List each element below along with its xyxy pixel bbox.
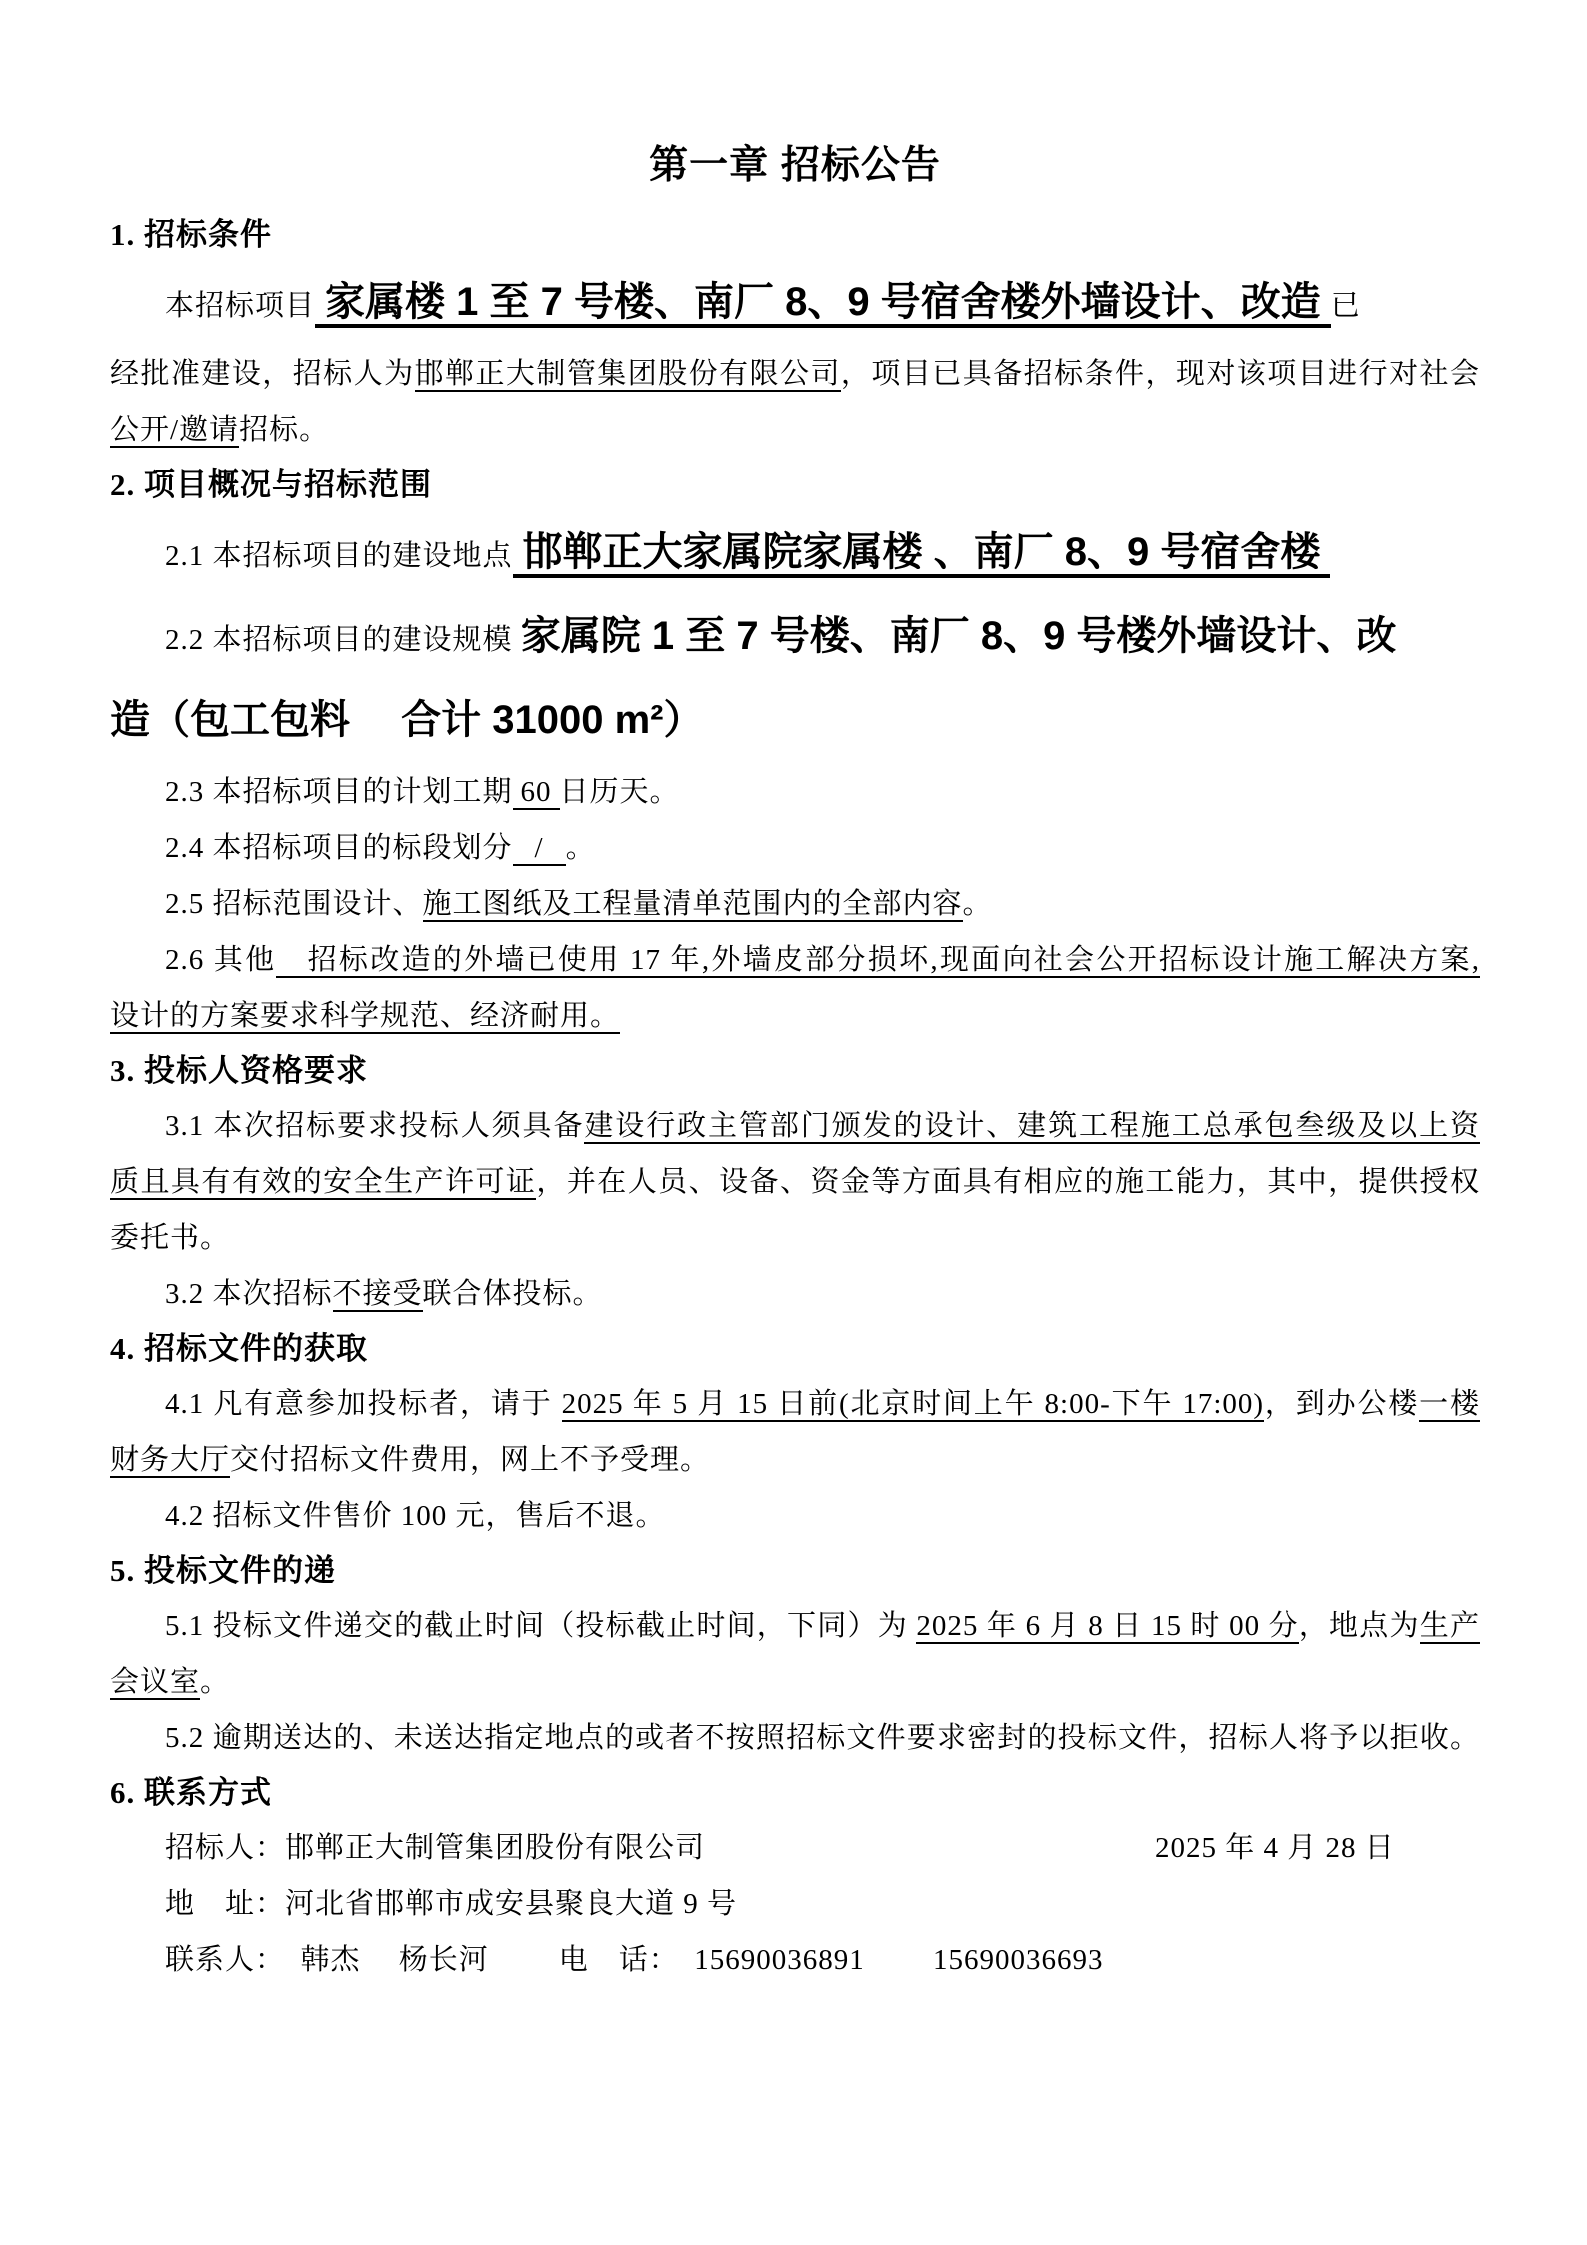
address-value: 河北省邯郸市成安县聚良大道 9 号 xyxy=(285,1888,738,1920)
obtain-place-2: 财务大厅 xyxy=(110,1444,231,1476)
section-6-heading: 6. 联系方式 xyxy=(110,1775,272,1810)
construction-site-line xyxy=(110,512,1480,596)
planned-duration-label: 2.3 本招标项目的计划工期 xyxy=(165,776,513,808)
other-info-line-2 xyxy=(110,988,1480,1044)
bid-sections-line xyxy=(110,820,1480,876)
submission-place-2: 会议室 xyxy=(110,1666,201,1698)
contact-persons-names: 韩杰 杨长河 xyxy=(270,1944,489,1976)
other-info-label: 2.6 其他 xyxy=(165,944,277,976)
document-price-text: 4.2 招标文件售价 100 元，售后不退。 xyxy=(165,1500,666,1532)
page-title: 第一章 招标公告 xyxy=(649,144,941,187)
bidder-label: 招标人： xyxy=(165,1832,286,1864)
construction-scale-value-1: 家属院 1 至 7 号楼、南厂 8、9 号楼外墙设计、改 xyxy=(520,614,1397,658)
bid-scope-value: 施工图纸及工程量清单范围内的全部内容 xyxy=(422,888,963,920)
submission-place-1: 生产 xyxy=(1419,1610,1480,1642)
consortium-underlined: 不接受 xyxy=(332,1278,423,1310)
bid-scope-post: 。 xyxy=(962,888,993,920)
construction-site-label: 2.1 本招标项目的建设地点 xyxy=(165,540,513,572)
qualification-line-3 xyxy=(110,1210,1480,1266)
contact-persons-line xyxy=(110,1932,1480,1988)
planned-duration-value: 60 xyxy=(513,776,560,810)
qualification-underlined-1: 建设行政主管部门颁发的设计、建筑工程施工总承包叁级及以上资 xyxy=(584,1110,1480,1142)
bid-scope-line xyxy=(110,876,1480,932)
construction-scale-line-2 xyxy=(110,680,1480,764)
construction-scale-value-2: 造（包工包料 合计 31000 m²） xyxy=(110,698,704,742)
submission-mid: ，地点为 xyxy=(1298,1610,1420,1642)
contact-persons-label: 联系人： xyxy=(165,1944,271,1976)
construction-site-value: 邯郸正大家属院家属楼 、南厂 8、9 号宿舍楼 xyxy=(513,530,1331,578)
submission-deadline-line-2 xyxy=(110,1654,1480,1710)
project-name-label: 本招标项目 xyxy=(165,290,316,322)
open-invite-underlined: 公开/邀请 xyxy=(110,414,240,446)
approval-post: ，项目已具备招标条件，现对该项目进行对社会 xyxy=(840,358,1480,390)
bid-sections-label: 2.4 本招标项目的标段划分 xyxy=(165,832,513,864)
qualification-underlined-2: 质且具有有效的安全生产许可证 xyxy=(110,1166,537,1198)
bidder-name: 邯郸正大制管集团股份有限公司 xyxy=(285,1832,706,1864)
project-name-line xyxy=(110,262,1480,346)
planned-duration-line xyxy=(110,764,1480,820)
construction-scale-line-1 xyxy=(110,596,1480,680)
section-2-heading: 2. 项目概况与招标范围 xyxy=(110,467,432,502)
other-info-line-1 xyxy=(110,932,1480,988)
open-invite-post: 招标。 xyxy=(239,414,330,446)
submission-post: 。 xyxy=(200,1666,231,1698)
obtain-post: 交付招标文件费用，网上不予受理。 xyxy=(230,1444,711,1476)
project-name-value: 家属楼 1 至 7 号楼、南厂 8、9 号宿舍楼外墙设计、改造 xyxy=(315,280,1331,328)
bid-sections-post: 。 xyxy=(565,832,596,864)
other-info-value-2: 设计的方案要求科学规范、经济耐用。 xyxy=(110,1000,621,1032)
section-3-heading: 3. 投标人资格要求 xyxy=(110,1053,368,1088)
late-submission-line xyxy=(110,1710,1480,1766)
consortium-line xyxy=(110,1266,1480,1322)
document-price-line xyxy=(110,1488,1480,1544)
bid-scope-label: 2.5 招标范围设计、 xyxy=(165,888,423,920)
obtain-mid: ，到办公楼 xyxy=(1264,1388,1420,1420)
bidder-line xyxy=(110,1820,1480,1876)
late-submission-text: 5.2 逾期送达的、未送达指定地点的或者不按照招标文件要求密封的投标文件，招标人将予以拒收。 xyxy=(165,1722,1480,1754)
announcement-date: 2025 年 4 月 28 日 xyxy=(1155,1832,1395,1864)
consortium-post: 联合体投标。 xyxy=(422,1278,603,1310)
obtain-deadline: 2025 年 5 月 15 日前(北京时间上午 8:00-下午 17:00) xyxy=(561,1388,1265,1420)
phone-numbers: 15690036891 15690036693 xyxy=(664,1944,1104,1976)
section-1-heading: 1. 招标条件 xyxy=(110,217,272,252)
address-line xyxy=(110,1876,1480,1932)
tenderer-name: 邯郸正大制管集团股份有限公司 xyxy=(414,358,841,390)
open-invite-line xyxy=(110,402,1480,458)
submission-deadline-line-1 xyxy=(110,1598,1480,1654)
authorization-letter-text: 委托书。 xyxy=(110,1222,231,1254)
document-obtain-line-1 xyxy=(110,1376,1480,1432)
approval-pre: 经批准建设，招标人为 xyxy=(110,358,415,390)
section-5-heading: 5. 投标文件的递 xyxy=(110,1553,336,1588)
obtain-pre: 4.1 凡有意参加投标者，请于 xyxy=(165,1388,562,1420)
submission-deadline: 2025 年 6 月 8 日 15 时 00 分 xyxy=(916,1610,1299,1642)
planned-duration-post: 日历天。 xyxy=(559,776,680,808)
phone-label: 电 话： xyxy=(558,1944,665,1976)
bid-sections-value: / xyxy=(513,832,566,866)
approval-line xyxy=(110,346,1480,402)
address-label: 地 址： xyxy=(165,1888,286,1920)
section-4-heading: 4. 招标文件的获取 xyxy=(110,1331,368,1366)
other-info-value-1: 招标改造的外墙已使用 17 年,外墙皮部分损坏,现面向社会公开招标设计施工解决方案, xyxy=(276,944,1480,976)
qualification-line-2 xyxy=(110,1154,1480,1210)
qualification-pre: 3.1 本次招标要求投标人须具备 xyxy=(165,1110,585,1142)
project-name-suffix: 已 xyxy=(1330,290,1361,322)
construction-scale-label: 2.2 本招标项目的建设规模 xyxy=(165,624,521,656)
submission-pre: 5.1 投标文件递交的截止时间（投标截止时间，下同）为 xyxy=(165,1610,917,1642)
qualification-line-1 xyxy=(110,1098,1480,1154)
consortium-pre: 3.2 本次招标 xyxy=(165,1278,333,1310)
document-obtain-line-2 xyxy=(110,1432,1480,1488)
qualification-post: ，并在人员、设备、资金等方面具有相应的施工能力，其中，提供授权 xyxy=(536,1166,1480,1198)
obtain-place-1: 一楼 xyxy=(1419,1388,1480,1420)
